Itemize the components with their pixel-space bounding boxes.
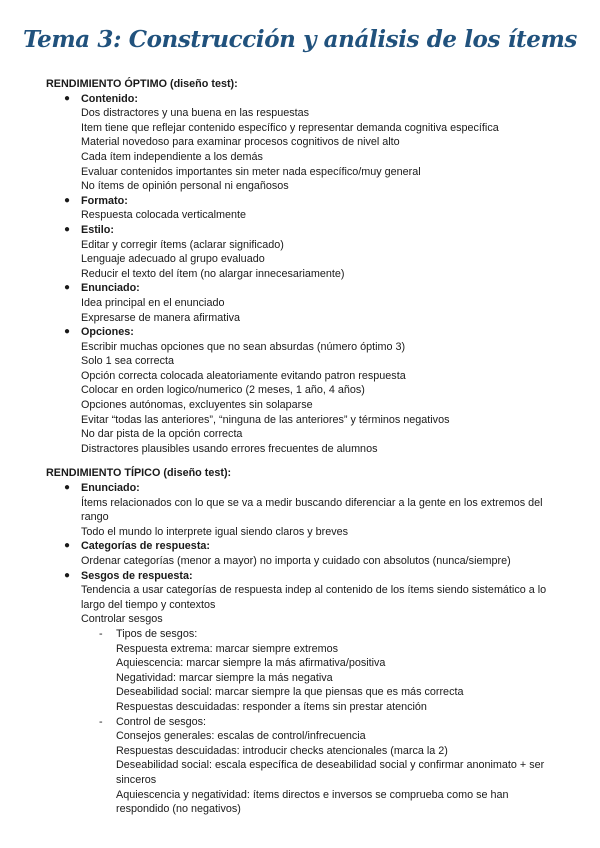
bullet-icon: ● <box>64 482 71 494</box>
section-heading: RENDIMIENTO TÍPICO (diseño test): <box>46 467 232 480</box>
document-body <box>46 77 556 817</box>
category-opciones <box>46 325 556 456</box>
list-item: No ítems de opinión personal ni engañosos <box>81 180 289 193</box>
category-name: Formato: <box>81 194 128 207</box>
list-item: Material novedoso para examinar procesos cognitivos de nivel alto <box>81 136 400 149</box>
category-name: Enunciado: <box>81 482 140 495</box>
list-item: Aquiescencia: marcar siempre la más afirmativa/positiva <box>116 657 386 670</box>
category-name: Opciones: <box>81 326 134 339</box>
sublist-heading: Control de sesgos: <box>116 715 207 728</box>
section-rendimiento-optimo <box>46 77 556 456</box>
list-item: Aquiescencia y negatividad: ítems directos e inversos se comprueba como se han respondido (no negativos) <box>116 788 509 816</box>
section-rendimiento-tipico <box>46 466 556 816</box>
category-name: Categorías de respuesta: <box>81 540 211 553</box>
sublist-tipos-sesgos <box>81 627 556 715</box>
list-item: Dos distractores y una buena en las respuestas <box>81 107 310 120</box>
list-item: Deseabilidad social: marcar siempre la que piensas que es más correcta <box>116 686 464 699</box>
list-item: Cada ítem independiente a los demás <box>81 150 263 163</box>
list-item: Solo 1 sea correcta <box>81 355 175 368</box>
category-enunciado <box>46 281 556 325</box>
list-item: Evaluar contenidos importantes sin meter nada específico/muy general <box>81 165 421 178</box>
sublist-control-sesgos <box>81 715 556 817</box>
list-item: Idea principal en el enunciado <box>81 296 225 309</box>
category-categorias-respuesta <box>46 539 556 568</box>
sublist-heading: Tipos de sesgos: <box>116 627 198 640</box>
category-enunciado <box>46 481 556 539</box>
category-list <box>46 481 556 817</box>
list-item: Distractores plausibles usando errores frecuentes de alumnos <box>81 442 378 455</box>
dash-icon: - <box>99 627 103 640</box>
list-item: Item tiene que reflejar contenido específico y representar demanda cognitiva específica <box>81 121 499 134</box>
list-item: Respuesta extrema: marcar siempre extremos <box>116 642 339 655</box>
list-item: Reducir el texto del ítem (no alargar innecesariamente) <box>81 267 345 280</box>
category-name: Enunciado: <box>81 282 140 295</box>
bullet-icon: ● <box>64 326 71 338</box>
section-heading: RENDIMIENTO ÓPTIMO (diseño test): <box>46 78 238 90</box>
category-formato <box>46 194 556 223</box>
category-contenido <box>46 92 556 194</box>
list-item: Negatividad: marcar siempre la más negativa <box>116 671 333 684</box>
list-item: Editar y corregir ítems (aclarar significado) <box>81 238 284 251</box>
bullet-icon: ● <box>64 223 71 235</box>
bullet-icon: ● <box>64 194 71 206</box>
page-title: Tema 3: Construcción y análisis de los ítems <box>23 26 577 53</box>
list-item: Opción correcta colocada aleatoriamente evitando patron respuesta <box>81 369 406 382</box>
list-item: Lenguaje adecuado al grupo evaluado <box>81 253 265 266</box>
list-item: Expresarse de manera afirmativa <box>81 311 241 324</box>
list-item: Tendencia a usar categorías de respuesta indep al contenido de los ítems siendo sistemático a lo largo del tiempo y contextos <box>81 584 547 611</box>
bullet-icon: ● <box>64 540 71 552</box>
category-list <box>46 92 556 457</box>
bullet-icon: ● <box>64 92 71 104</box>
list-item: Respuesta colocada verticalmente <box>81 209 247 222</box>
list-item: Todo el mundo lo interprete igual siendo claros y breves <box>81 525 349 538</box>
dash-icon: - <box>99 715 103 728</box>
list-item: Ítems relacionados con lo que se va a medir buscando diferenciar a la gente en los extremos del rango <box>81 496 543 524</box>
list-item: Controlar sesgos <box>81 613 163 626</box>
bullet-icon: ● <box>64 282 71 294</box>
category-estilo <box>46 223 556 281</box>
sublist <box>81 627 556 817</box>
list-item: Deseabilidad social: escala específica de deseabilidad social y confirmar anonimato + ser sinceros <box>116 759 545 786</box>
list-item: Escribir muchas opciones que no sean absurdas (número óptimo 3) <box>81 340 406 353</box>
category-name: Estilo: <box>81 223 114 236</box>
list-item: Ordenar categorías (menor a mayor) no importa y cuidado con absolutos (nunca/siempre) <box>81 555 511 567</box>
category-sesgos-respuesta <box>46 569 556 817</box>
list-item: Respuestas descuidadas: responder a ítems sin prestar atención <box>116 700 427 713</box>
list-item: Consejos generales: escalas de control/infrecuencia <box>116 730 366 743</box>
bullet-icon: ● <box>64 569 71 581</box>
category-name: Sesgos de respuesta: <box>81 569 193 582</box>
list-item: Respuestas descuidadas: introducir checks atencionales (marca la 2) <box>116 744 448 757</box>
list-item: Evitar “todas las anteriores”, “ninguna de las anteriores” y términos negativos <box>81 413 450 426</box>
category-name: Contenido: <box>81 92 138 105</box>
list-item: Opciones autónomas, excluyentes sin solaparse <box>81 399 313 412</box>
list-item: No dar pista de la opción correcta <box>81 428 243 441</box>
list-item: Colocar en orden logico/numerico (2 meses, 1 año, 4 años) <box>81 384 365 397</box>
